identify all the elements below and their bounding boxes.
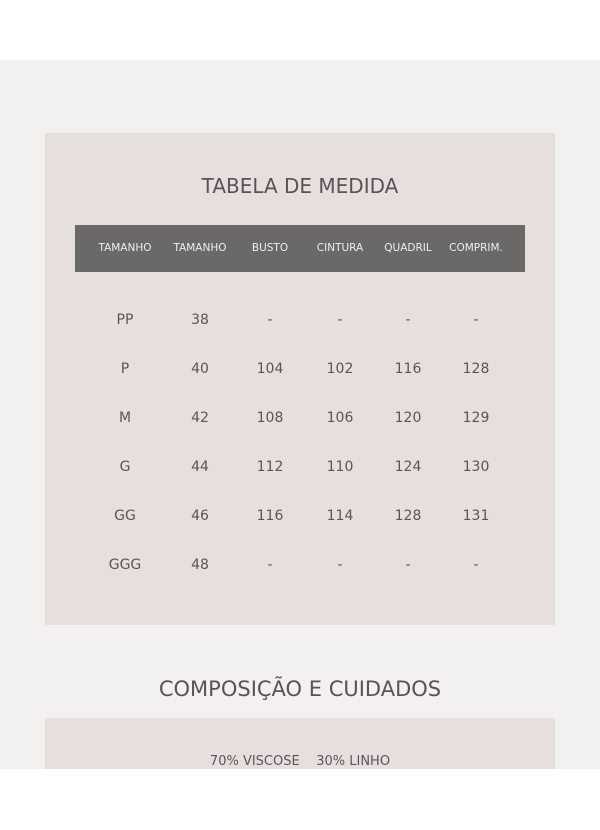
size-table-title: TABELA DE MEDIDA [201,174,399,198]
table-cell: 40 [191,361,209,377]
table-cell: 48 [191,557,209,573]
column-header: BUSTO [251,242,289,254]
table-cell: PP [116,312,134,328]
column-header: TAMANHO [98,242,152,254]
column-header: CINTURA [316,242,364,254]
table-cell: 116 [256,508,284,524]
column-header: QUADRIL [384,242,432,254]
table-cell: - [405,312,411,328]
table-cell: - [337,312,343,328]
table-cell: 102 [326,361,354,377]
table-row [0,508,600,528]
composition-title: COMPOSIÇÃO E CUIDADOS [158,677,442,701]
table-cell: 128 [462,361,490,377]
table-cell: - [473,557,479,573]
table-cell: 129 [462,410,490,426]
table-row [0,312,600,332]
table-cell: 44 [191,459,209,475]
table-cell: 128 [394,508,422,524]
table-cell: G [119,459,131,475]
table-cell: P [120,361,130,377]
table-cell: 38 [191,312,209,328]
table-cell: GGG [108,557,142,573]
table-cell: 131 [462,508,490,524]
column-header: COMPRIM. [449,242,503,254]
table-row [0,361,600,381]
table-cell: - [473,312,479,328]
table-cell: GG [114,508,136,524]
table-cell: - [405,557,411,573]
table-cell: - [267,312,273,328]
table-cell: 106 [326,410,354,426]
table-cell: 108 [256,410,284,426]
size-table-header [75,225,525,272]
table-cell: 114 [326,508,354,524]
table-cell: 112 [256,459,284,475]
table-cell: 46 [191,508,209,524]
table-cell: - [337,557,343,573]
table-cell: 42 [191,410,209,426]
table-cell: 116 [394,361,422,377]
table-cell: 110 [326,459,354,475]
table-cell: 124 [394,459,422,475]
table-cell: 130 [462,459,490,475]
table-row [0,410,600,430]
column-header: TAMANHO [173,242,227,254]
table-row [0,557,600,577]
table-cell: 120 [394,410,422,426]
table-cell: 104 [256,361,284,377]
composition-text: 70% VISCOSE 30% LINHO [209,754,391,769]
table-cell: M [118,410,132,426]
table-cell: - [267,557,273,573]
table-row [0,459,600,479]
